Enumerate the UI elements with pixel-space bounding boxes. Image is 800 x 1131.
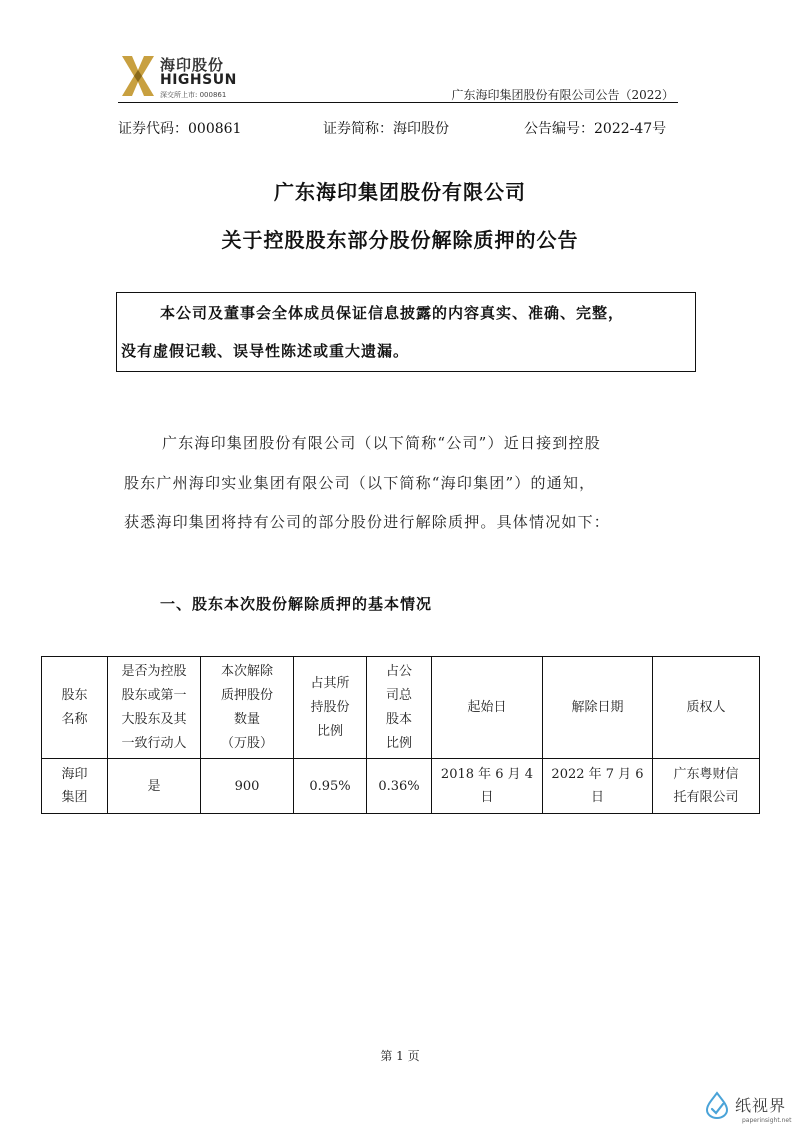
security-code: 证券代码：000861 <box>118 121 242 137</box>
watermark-url: paperinsight.net <box>742 1117 792 1124</box>
table-cell: 是 <box>108 759 201 814</box>
table-cell: 2022 年 7 月 6 日 <box>543 759 653 814</box>
header-cell: 质权人 <box>653 657 760 759</box>
table-header-row <box>42 657 760 759</box>
company-logo-icon <box>120 54 156 98</box>
section-heading: 一、股东本次股份解除质押的基本情况 <box>160 595 433 613</box>
watermark-text: 纸视界 <box>735 1096 787 1115</box>
header-cell: 占其所 持股份 比例 <box>294 657 367 759</box>
table-cell: 900 <box>201 759 294 814</box>
logo-english-name: HIGHSUN <box>160 72 237 88</box>
logo-listing-info: 深交所上市: 000861 <box>160 91 227 99</box>
header-cell: 占公 司总 股本 比例 <box>367 657 432 759</box>
header-divider <box>118 102 678 103</box>
header-cell: 解除日期 <box>543 657 653 759</box>
disclaimer-line-1: 本公司及董事会全体成员保证信息披露的内容真实、准确、完整， <box>160 304 625 322</box>
body-line-2: 股东广州海印实业集团有限公司（以下简称“海印集团”）的通知， <box>124 474 596 492</box>
table-row <box>42 759 760 814</box>
disclaimer-line-2: 没有虚假记载、误导性陈述或重大遗漏。 <box>121 342 410 360</box>
company-title: 广东海印集团股份有限公司 <box>274 180 526 204</box>
body-line-1: 广东海印集团股份有限公司（以下简称“公司”）近日接到控股 <box>162 434 601 452</box>
table-cell: 0.95% <box>294 759 367 814</box>
header-cell: 起始日 <box>432 657 543 759</box>
pledge-release-table <box>41 656 760 814</box>
header-cell: 是否为控股 股东或第一 大股东及其 一致行动人 <box>108 657 201 759</box>
header-cell: 本次解除 质押股份 数量 （万股） <box>201 657 294 759</box>
notice-number: 公告编号：2022-47号 <box>524 121 667 137</box>
logo-chinese-name: 海印股份 <box>160 56 225 74</box>
announcement-title: 关于控股股东部分股份解除质押的公告 <box>221 228 579 252</box>
body-line-3: 获悉海印集团将持有公司的部分股份进行解除质押。具体情况如下： <box>124 513 611 531</box>
checkmark-drop-icon <box>703 1091 731 1119</box>
header-cell: 股东 名称 <box>42 657 108 759</box>
table-cell: 2018 年 6 月 4 日 <box>432 759 543 814</box>
document-header-label: 广东海印集团股份有限公司公告（2022） <box>451 88 674 102</box>
table-cell: 0.36% <box>367 759 432 814</box>
table-cell: 广东粤财信 托有限公司 <box>653 759 760 814</box>
page-number: 第 1 页 <box>380 1049 420 1063</box>
table-cell: 海印 集团 <box>42 759 108 814</box>
security-short-name: 证券简称：海印股份 <box>323 121 449 137</box>
